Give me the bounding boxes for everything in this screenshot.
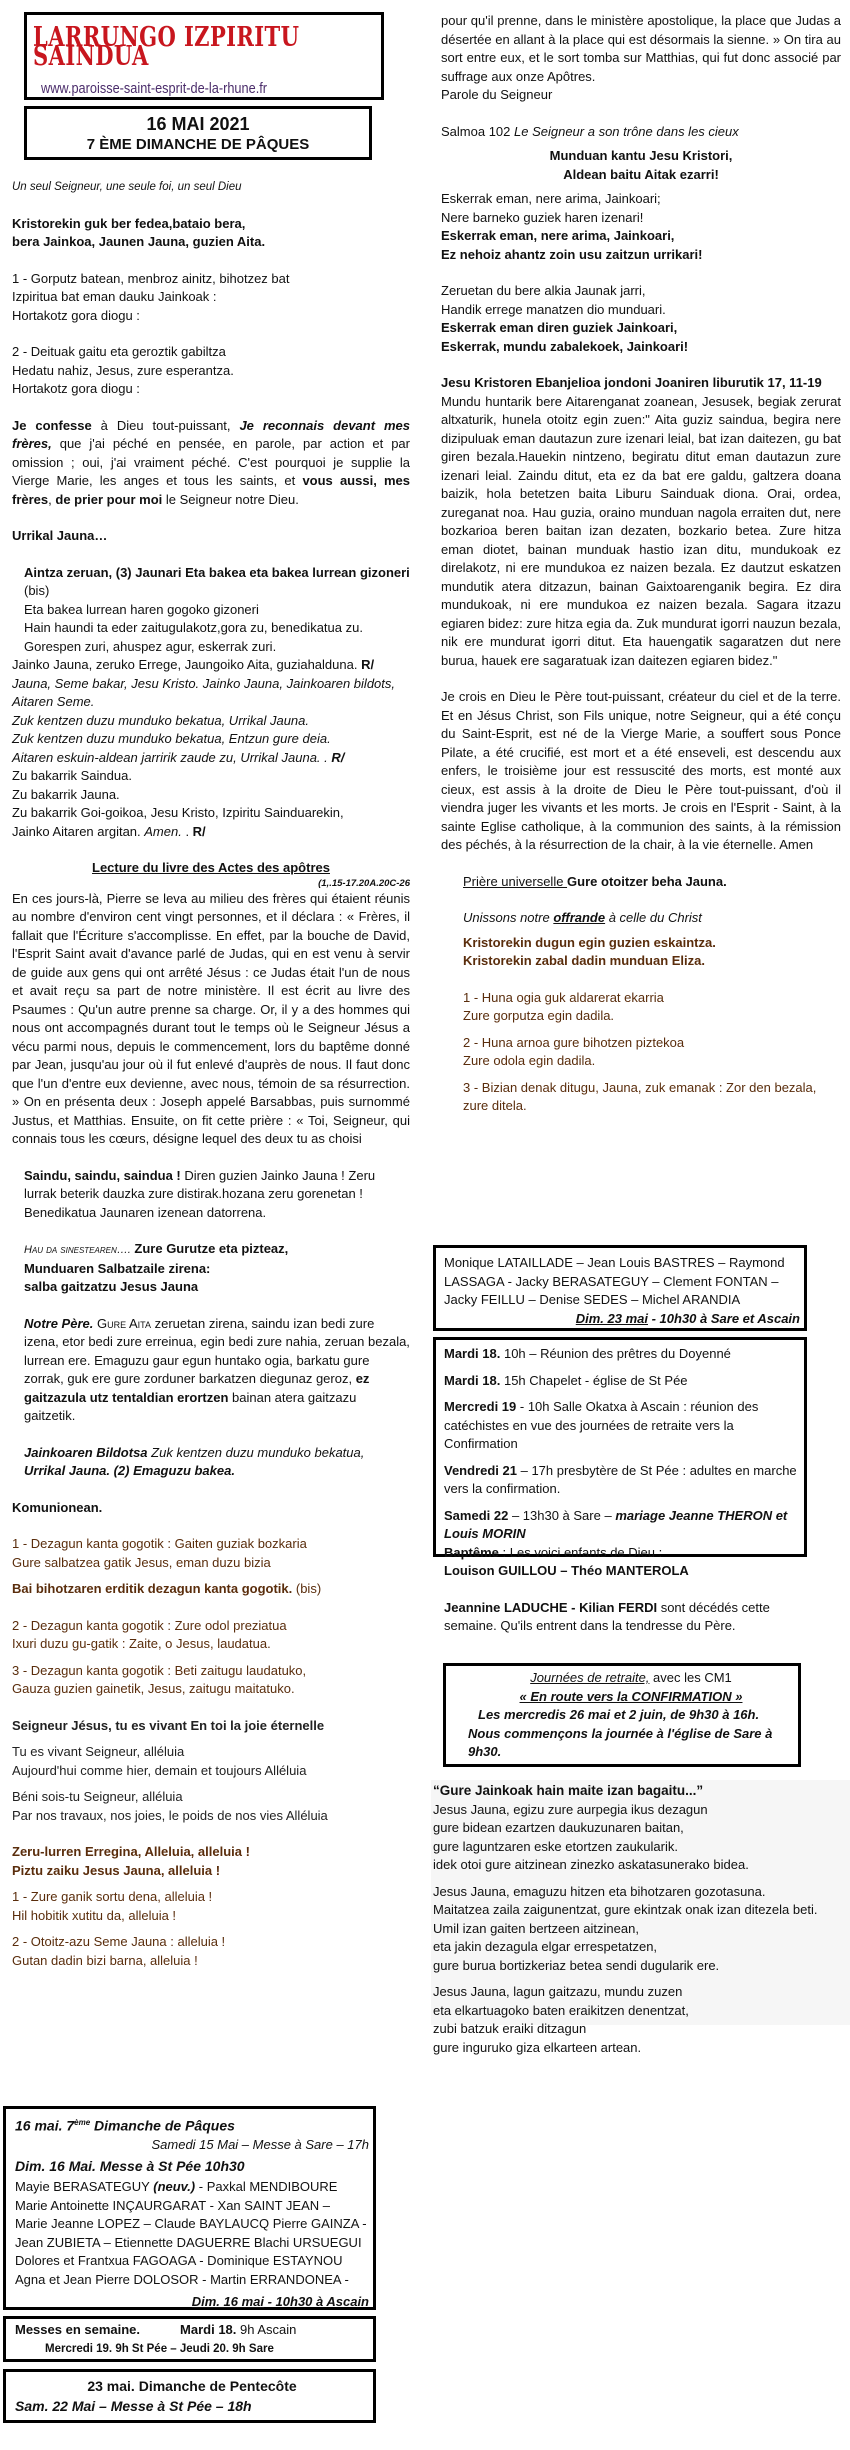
sanctus: Saindu, saindu, saindua ! Diren guzien Jainko Jauna ! Zeru lurrak beterik dauzka zure distirak.hozana zeru gorenetan ! Benedikatua Jaunaren izenean datorrena.	[24, 1167, 376, 1220]
gospel-text: Mundu huntarik bere Aitarenganat zoanean, Jesusek, begiak zerurat altxaturik, hunela otoitz egin zuen:" Aita guziz saindua, begira nere dizipuluak eman dautazun zure izenari leial, bat izan daitezen, gu bat giren bezala.Hauekin nintzeno, begiratu ditut eman dautazun zure izenari leial. Zaindu ditut, eta ez da bat ere galdu, galtzera doana baizik, hola betetzen baita Liburu Sainduak diona. Orai, ordea, zureganat noa. Hau guzia, oraino munduan nagola erraiten dut, nere bozkarioa beren baitan izan dezaten, bozkario betea. Zure hitza eman diotet, bainan munduak hastio izan ditu, mundukoak ez direlakotz, ni ere mundukoa ez naizen bezala. Ez dautzut eskatzen mundutik atera ditzazun, bainan Gaixtoarenganik begira. Ez dira mundukoak, ni ere mundukoa ez naizen bezala. Sagara itzazu egiaren bidez: zure hitza egia da. Zuk mundurat igorri nauzun bezala, nik ere mundurat igorri ditut. Eta hauengatik sagaratzen dut nere burua, hauek ere sagaratuak izan daitezen egiaren bidez."	[441, 393, 841, 668]
first-reading-text: En ces jours-là, Pierre se leva au milieu des frères qui étaient réunis au nombre d'environ cent vingt personnes, et il déclara : « Frères, il fallait que l'Écriture s'accomplisse. En effet, par la bouche de David, l'Esprit Saint avait d'avance parlé de Judas, qui en est venu à servir de guide aux gens qui ont arrêté Jésus : ce Judas était l'un de nous et avait reçu sa part de notre ministère. Il est écrit au livre des Psaumes : Qu'un autre prenne sa charge. Or, il y a des hommes qui nous ont accompagnés durant tout le temps où le Seigneur Jésus a vécu parmi nous, depuis le commencement, lors du baptême donné par Jean, jusqu'au jour où il fut enlevé d'auprès de nous. Il faut donc que l'un d'entre eux devienne, avec nous, témoin de sa résurrection. » On en présenta deux : Joseph appelé Barsabbas, puis surnommé Justus, et Matthias. Ensuite, on fit cette prière : « Toi, Seigneur, qui connais tous les cœurs, désigne lequel des deux tu as choisi	[12, 890, 410, 1146]
psalm-stanza-2: Zeruetan du bere alkia Jaunak jarri, Handik errege manatzen dio munduari. Eskerrak eman diren guziek Jainkoari, Eskerrak, mundu zabalekoek, Jainkoari!	[441, 283, 689, 354]
entrance-hymn-refrain: Kristorekin guk ber fedea,bataio bera, bera Jainkoa, Jaunen Jauna, guzien Aita.	[12, 215, 266, 249]
list-item: Dolores et Frantxua FAGOAGA - Dominique ESTAYNOU	[15, 2253, 343, 2269]
anamnesis: Hau da sinestearen…. Zure Gurutze eta pizteaz, Munduaren Salbatzaile zirena: salba gaitzatzu Jesus Jauna	[24, 1241, 289, 1294]
psalm-refrain: Munduan kantu Jesu Kristori, Aldean baitu Aitak ezarri!	[549, 148, 733, 182]
gloria: Aintza zeruan, (3) Jaunari Eta bakea eta bakea lurrean gizoneri (bis) Eta bakea lurrean haren gogoko gizoneri Hain haundi ta eder zaitugulakotz,gora zu, benedikatua zu. Gorespen zuri, ahuspez agur, eskerrak zuri. Jainko Jauna, zeruko Errege, Jaungoiko Aita, guziahalduna. R/ Jauna, Seme bakar, Jesu Kristo. Jainko Jauna, Jainkoaren bildots, Aitaren Seme. Zuk kentzen duzu munduko bekatua, Urrikal Jauna. Zuk kentzen duzu munduko bekatua, Entzun gure deia. Aitaren eskuin-aldean jarririk zaude zu, Urrikal Jauna. . R/ Zu bakarrik Saindua. Zu bakarrik Jauna. Zu bakarrik Goi-goikoa, Jesu Kristo, Izpiritu Sainduarekin, Jainko Aitaren argitan. Amen. . R/	[12, 564, 410, 839]
liturgical-occasion: 7 ÈME DIMANCHE DE PÂQUES	[86, 136, 310, 153]
baptism-announcement: Baptême : Les voici enfants de Dieu :	[444, 1544, 663, 1560]
seigneur-jesus-hymn: Seigneur Jésus, tu es vivant En toi la joie éternelle Tu es vivant Seigneur, alléluia Aujourd'hui comme hier, demain et toujours Alléluia Béni sois-tu Seigneur, alléluia Par nos travaux, nos joies, le poids de nos vies Alléluia	[12, 1717, 328, 1823]
entrance-hymn-verse-1: 1 - Gorputz batean, menbroz ainitz, bihotzez bat Izpiritua bat eman dauku Jainkoak : Hortakotz gora diogu :	[12, 270, 290, 323]
regina-caeli-hymn: Zeru-lurren Erregina, Alleluia, alleluia ! Piztu zaiku Jesus Jauna, alleluia ! 1 - Zure ganik sortu dena, alleluia ! Hil hobitik xutitu da, alleluia ! 2 - Otoitz-azu Seme Jauna : alleluia ! Gutan dadin bizi barna, alleluia !	[12, 1844, 250, 1968]
lords-prayer: Notre Père. Gure Aita zeruetan zirena, saindu izan bedi zure izena, etor bedi zure erreinua, egin bedi zure nahia, zeruan bezala, lurrean ere. Emaguzu gaur egun huntako ogia, barkatu gure zorrak, guk ere gure zorduner barkatzen diegunaz geroz, ez gaitzazula utz tentaldian erortzen bainan atera gaitzazu gaitzetik.	[24, 1315, 410, 1423]
agenda-item: Mardi 18. 10h – Réunion des prêtres du Doyenné	[444, 1346, 731, 1361]
parish-agenda-box	[433, 1337, 807, 1633]
left-column	[12, 178, 410, 1970]
agenda-item: Mercredi 19 - 10h Salle Okatxa à Ascain : réunion des catéchistes en vue des journées de retraite vers la Confirmation	[444, 1399, 759, 1451]
creed: Je crois en Dieu le Père tout-puissant, créateur du ciel et de la terre. Et en Jésus Christ, son Fils unique, notre Seigneur, qui a été conçu du Saint-Esprit, est né de la Vierge Marie, a souffert sous Ponce Pilate, a été crucifié, est mort et a été enseveli, est descendu aux enfers, le troisième jour est ressuscité des morts, est monté aux cieux, est assis à la droite de Dieu le Père tout-puissant, d'où il viendra juger les vivants et les morts. Je crois en l'Esprit - Saint, à la sainte Eglise catholique, à la communion des saints, à la rémission des péchés, à la résurrection de la chair, à la vie éternelle. Amen	[441, 689, 841, 852]
retreat-days-box: Journées de retraite, avec les CM1 « En route vers la CONFIRMATION » Les mercredis 26 mai et 2 juin, de 9h30 à 16h. Nous commençons la journée à l'église de Sare à 9h30.	[443, 1663, 801, 1767]
mass-intentions-names: Monique LATAILLADE – Jean Louis BASTRES – Raymond LASSAGA - Jacky BERASATEGUY – Clement FONTAN – Jacky FEILLU – Denise SEDES – Michel ARANDIA	[444, 1255, 785, 1307]
confiteor: Je confesse à Dieu tout-puissant, Je reconnais devant mes frères, que j'ai péché en pensée, en parole, par action et par omission ; oui, j'ai vraiment péché. C'est pourquoi je supplie la Vierge Marie, les anges et tous les saints, et vous aussi, mes frères, de prier pour moi le Seigneur notre Dieu.	[12, 417, 410, 507]
deaths-announcement: Jeannine LADUCHE - Kilian FERDI sont décédés cette semaine. Qu'ils entrent dans la tendresse du Père.	[444, 1599, 770, 1633]
date-box	[24, 106, 372, 160]
offertory-intro: Unissons notre offrande à celle du Christ	[463, 910, 702, 925]
saturday-mass: Samedi 15 Mai – Messe à Sare – 17h	[151, 2136, 369, 2152]
list-item: Marie Antoinette INÇAURGARAT - Xan SAINT JEAN –	[15, 2197, 331, 2213]
ascain-mass: Dim. 16 mai - 10h30 à Ascain	[191, 2294, 369, 2310]
bulletin-date: 16 MAI 2021	[146, 114, 250, 134]
mass-intentions-list	[15, 2178, 369, 2289]
sunday-mass: Dim. 16 Mai. Messe à St Pée 10h30	[15, 2158, 245, 2175]
psalm-stanza-1: Eskerrak eman, nere arima, Jainkoari; Nere barneko guziek haren izenari! Eskerrak eman, nere arima, Jainkoari, Ez nehoiz ahantz zoin usu zaitzun urrikari!	[441, 191, 703, 262]
kyrie: Urrikal Jauna…	[12, 528, 108, 543]
pentecost-box: 23 mai. Dimanche de Pentecôte Sam. 22 Mai – Messe à St Pée – 18h	[3, 2369, 376, 2423]
offertory-hymn: Kristorekin dugun egin guzien eskaintza. Kristorekin zabal dadin munduan Eliza. 1 - Huna ogia guk aldarerat ekarria Zure gorputza egin dadila. 2 - Huna arnoa gure bihotzen piztekoa Zure odola egin dadila. 3 - Bizian denak ditugu, Jauna, zuk emanak : Zor den bezala, zure ditela.	[463, 934, 817, 1113]
gospel-title: Jesu Kristoren Ebanjelioa jondoni Joaniren liburutik 17, 11-19	[441, 375, 822, 390]
parish-website-link[interactable]: www.paroisse-saint-esprit-de-la-rhune.fr	[41, 80, 268, 97]
baptism-names: Louison GUILLOU – Théo MANTEROLA	[444, 1563, 689, 1578]
wedding-announcement: Samedi 22 – 13h30 à Sare – mariage Jeanne THERON et Louis MORIN	[444, 1507, 788, 1541]
right-column	[441, 12, 841, 1116]
sunday-mass-footer: Dim. 23 mai - 10h30 à Sare et Ascain	[575, 1310, 800, 1326]
sunday-intentions-box	[433, 1245, 807, 1331]
motto: Un seul Seigneur, une seule foi, un seul Dieu	[12, 181, 242, 193]
universal-prayer: Prière universelle Gure otoitzer beha Jauna.	[463, 873, 727, 889]
list-item: Agna et Jean Pierre DOLOSOR - Martin ERRANDONEA -	[15, 2271, 349, 2287]
communion-hymn: 1 - Dezagun kanta gogotik : Gaiten guziak bozkaria Gure salbatzea gatik Jesus, eman duzu bizia Bai bihotzaren erditik dezagun kanta gogotik. (bis) 2 - Dezagun kanta gogotik : Zure odol preziatua Ixuri duzu gu-gatik : Zaite, o Jesus, laudatua. 3 - Dezagun kanta gogotik : Beti zaitugu laudatuko, Gauza guzien gainetik, Jesus, zaitugu maitatuko.	[12, 1536, 322, 1696]
psalm-heading: Salmoa 102 Le Seigneur a son trône dans les cieux	[441, 123, 739, 139]
masthead	[24, 12, 384, 100]
first-reading-title: Lecture du livre des Actes des apôtres	[92, 860, 330, 875]
list-item: Marie Jeanne LOPEZ – Claude BAYLAUCQ Pierre GAINZA -	[15, 2216, 367, 2232]
first-reading-reference: (1,.15-17.20A.20C-26	[318, 877, 410, 889]
agenda-item: Mardi 18. 15h Chapelet - église de St Pée	[444, 1372, 688, 1388]
list-item: Mayie BERASATEGUY (neuv.) - Paxkal MENDIBOURE	[15, 2179, 338, 2195]
weekday-masses-box: Messes en semaine. Mardi 18. 9h Ascain Mercredi 19. 9h St Pée – Jeudi 20. 9h Sare	[3, 2316, 376, 2362]
reading-acclamation: Parole du Seigneur	[441, 87, 553, 102]
communion-heading: Komunionean.	[12, 1499, 103, 1515]
agnus-dei: Jainkoaren Bildotsa Zuk kentzen duzu munduko bekatua, Urrikal Jauna. (2) Emaguzu bakea.	[24, 1444, 365, 1478]
first-reading-continued: pour qu'il prenne, dans le ministère apostolique, la place que Judas a désertée en allant à la place qui est désormais la sienne. » On tira au sort entre eux, et le sort tomba sur Matthias, qui fut donc associé par suffrage aux onze Apôtres.	[441, 13, 841, 84]
entrance-hymn-verse-2: 2 - Deituak gaitu eta geroztik gabiltza Hedatu nahiz, Jesus, zure esperantza. Hortakotz gora diogu :	[12, 344, 234, 396]
agenda-item: Vendredi 21 – 17h presbytère de St Pée : adultes en marche vers la confirmation.	[444, 1462, 797, 1496]
closing-prayer: “Gure Jainkoak hain maite izan bagaitu...” Jesus Jauna, egizu zure aurpegia ikus dezagun gure bidean ezartzen daukuzunaren baitan, gure laguntzaren eske etortzen zaukularik. idek otoi gure aitzinean zinezko askatasunerako bidea. Jesus Jauna, emaguzu hitzen eta bihotzaren gozotasuna. Maitatzea zaila zaigunentzat, gure ekintzak onak izan ditezela beti. Umil izan gaiten bertzeen aitzinean, eta jakin dezagula elgar errespetatzen, gure burua bortizkeriaz betea sendi dugularik ere. Jesus Jauna, lagun gaitzazu, mundu zuzen eta elkartuagoko baten eraikitzen denentzat, zubi batzuk eraiki ditzagun gure inguruko giza elkarteen artean.	[431, 1780, 850, 2025]
list-item: Jean ZUBIETA – Etiennette DAGUERRE Blachi URSUEGUI	[15, 2234, 362, 2250]
parish-name: LARRUNGO IZPIRITU SAINDUA	[33, 22, 300, 72]
sunday-mass-schedule-box: 16 mai. 7ème Dimanche de Pâques Samedi 15 Mai – Messe à Sare – 17h Dim. 16 Mai. Messe à St Pée 10h30 Mayie BERASATEGUY (neuv.) - Paxkal MENDIBOURE Marie Antoinette INÇAURGARAT - Xan SAINT JEAN – Marie Jeanne LOPEZ – Claude BAYLAUCQ Pierre GAINZA - Jean ZUBIETA – Etiennette DAGUERRE Blachi URSUEGUI Dolores et Frantxua FAGOAGA - Dominique ESTAYNOU Agna et Jean Pierre DOLOSOR - Martin ERRANDONEA - Dim. 16 mai - 10h30 à Ascain	[3, 2106, 376, 2310]
